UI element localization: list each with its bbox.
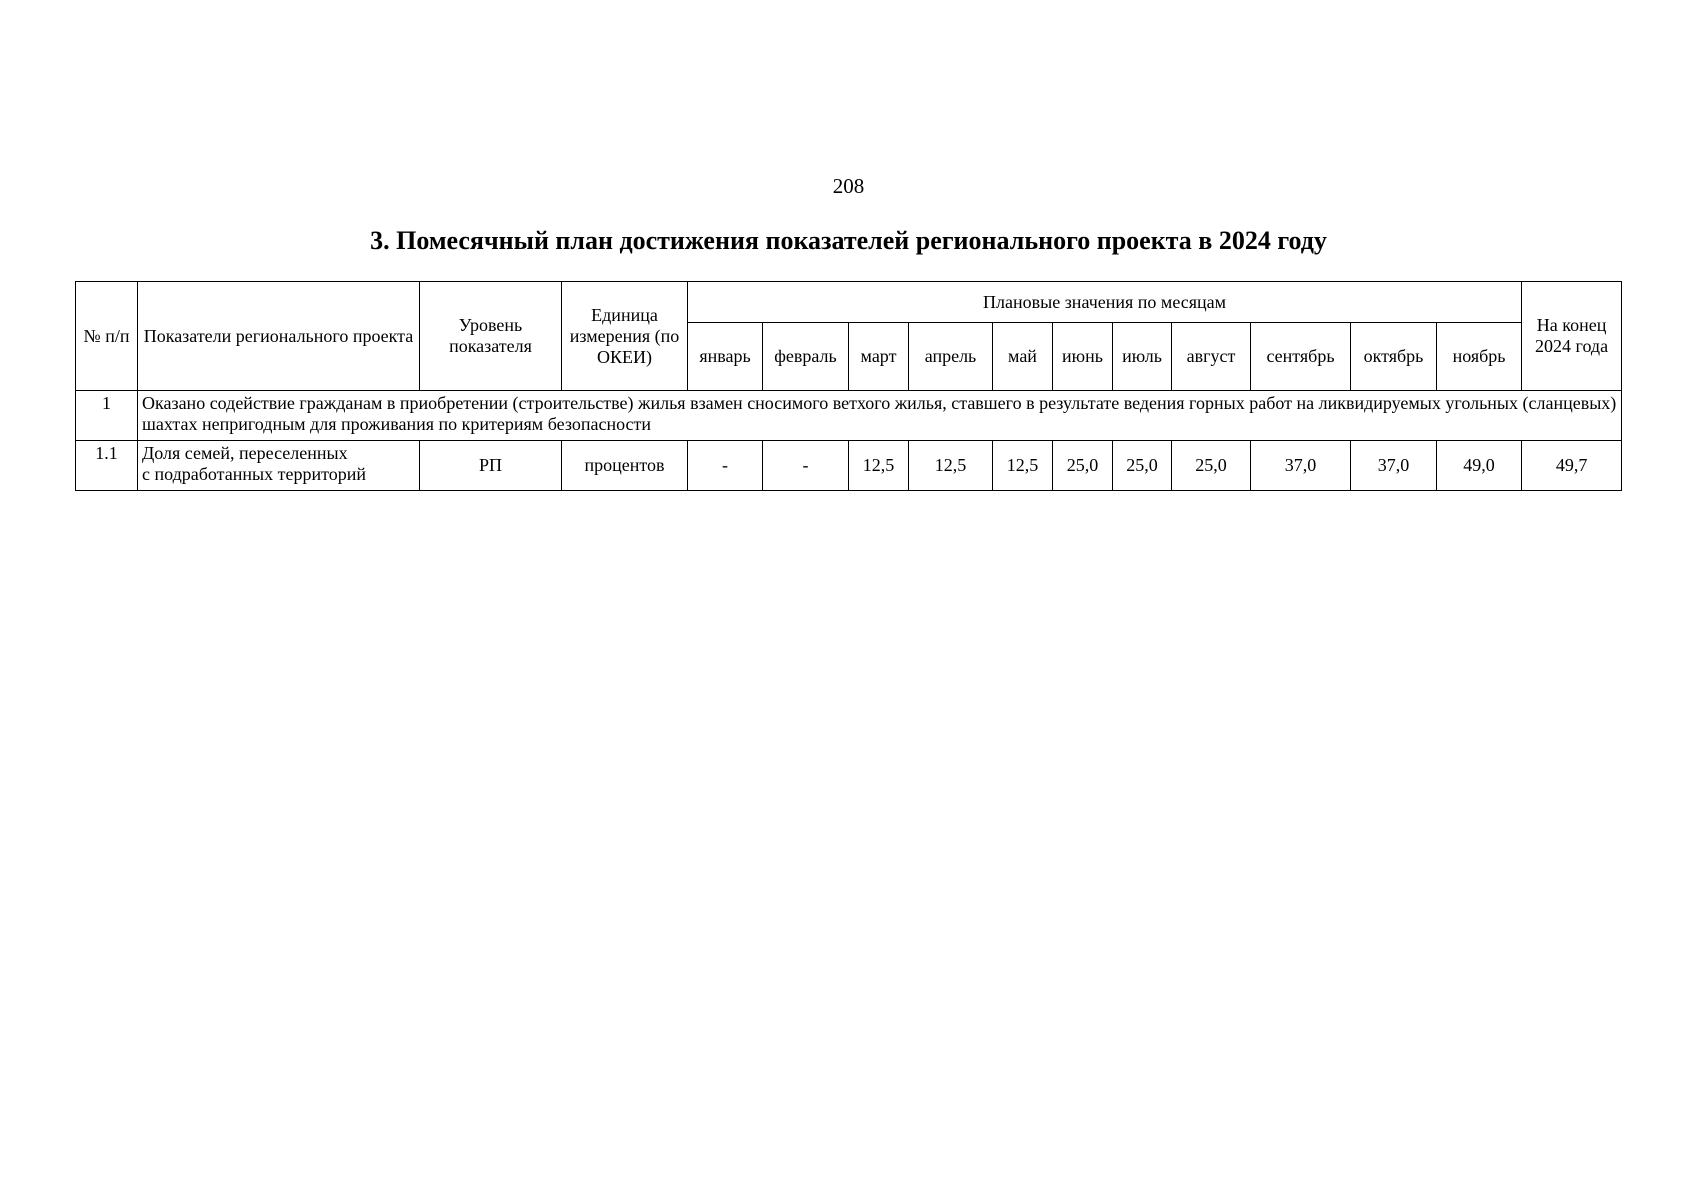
header-month: октябрь	[1351, 323, 1437, 391]
row-month-value: 25,0	[1053, 441, 1113, 491]
monthly-plan-table	[75, 281, 1622, 491]
header-unit: Единица измерения (по ОКЕИ)	[562, 282, 688, 391]
header-month: июль	[1113, 323, 1172, 391]
row-indicator	[138, 441, 420, 491]
page-number: 208	[832, 174, 865, 198]
header-year-end: На конец 2024 года	[1522, 282, 1622, 391]
header-month: май	[993, 323, 1053, 391]
header-month: ноябрь	[1437, 323, 1522, 391]
header-month: февраль	[763, 323, 849, 391]
document-title: 3. Помесячный план достижения показателей регионального проекта в 2024 году	[370, 226, 1327, 255]
header-month: март	[849, 323, 909, 391]
row-month-value: 12,5	[909, 441, 993, 491]
row-month-value: 12,5	[993, 441, 1053, 491]
header-month: январь	[688, 323, 763, 391]
header-month: август	[1172, 323, 1251, 391]
header-indicator: Показатели регионального проекта	[138, 282, 420, 391]
row-month-value: -	[688, 441, 763, 491]
row-month-value: 37,0	[1351, 441, 1437, 491]
row-indicator-line2: с подработанных территорий	[142, 464, 366, 484]
header-month: сентябрь	[1251, 323, 1351, 391]
row-month-value: 12,5	[849, 441, 909, 491]
row-level: РП	[420, 441, 562, 491]
row-month-value: -	[763, 441, 849, 491]
table-row-section	[76, 391, 1622, 441]
header-num: № п/п	[76, 282, 138, 391]
row-unit: процентов	[562, 441, 688, 491]
table-row	[76, 441, 1622, 491]
row-num: 1.1	[76, 441, 138, 491]
row-indicator-line1: Доля семей, переселенных	[142, 443, 348, 463]
row-month-value: 49,0	[1437, 441, 1522, 491]
section-text: Оказано содействие гражданам в приобретении (строительстве) жилья взамен сносимого ветхого жилья, ставшего в результате ведения горных работ на ликвидируемых угольных (сланцевых) шахтах непригодным для проживания по критериям безопасности	[138, 391, 1622, 441]
section-num: 1	[76, 391, 138, 441]
row-month-value: 25,0	[1172, 441, 1251, 491]
header-level: Уровень показателя	[420, 282, 562, 391]
header-month: апрель	[909, 323, 993, 391]
row-month-value: 37,0	[1251, 441, 1351, 491]
header-month: июнь	[1053, 323, 1113, 391]
row-year-end: 49,7	[1522, 441, 1622, 491]
row-month-value: 25,0	[1113, 441, 1172, 491]
header-monthly-group: Плановые значения по месяцам	[688, 282, 1522, 323]
